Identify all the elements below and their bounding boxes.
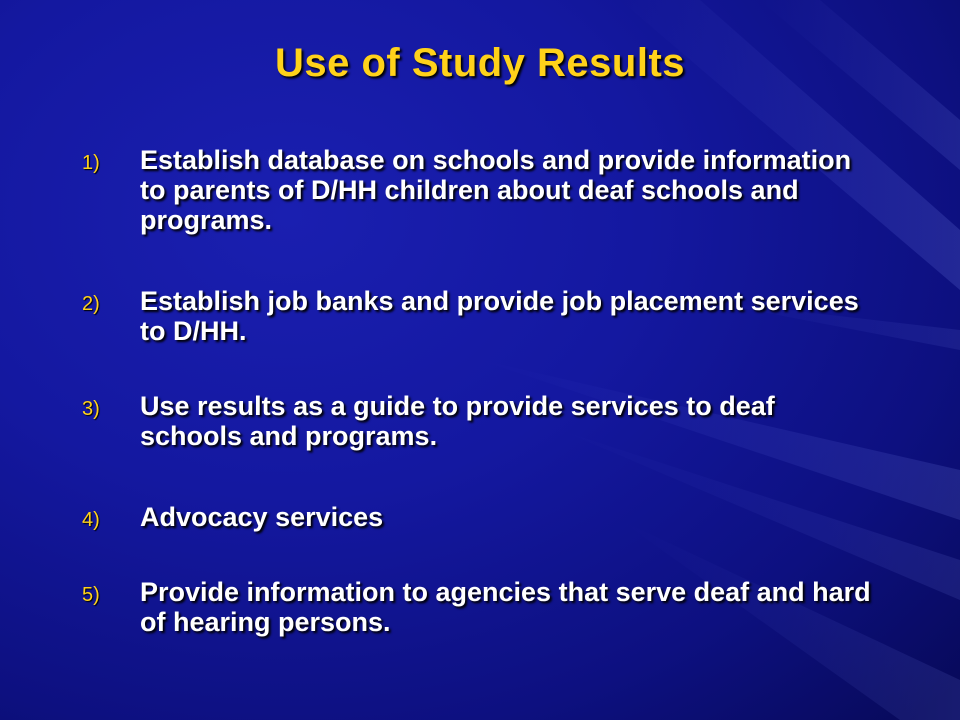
list-item-number: 2) — [82, 293, 100, 315]
list-item-number: 4) — [82, 509, 100, 531]
list-item-text: Provide information to agencies that serve deaf and hard of hearing persons. — [140, 577, 871, 637]
list-item — [82, 577, 882, 637]
list-item — [82, 391, 882, 451]
list-item-number: 1) — [82, 152, 100, 174]
results-list — [82, 145, 882, 675]
list-item — [82, 502, 882, 532]
list-item-text: Use results as a guide to provide services to deaf schools and programs. — [140, 391, 775, 451]
list-item-number: 5) — [82, 584, 100, 606]
list-item — [82, 286, 882, 346]
list-item — [82, 145, 882, 235]
list-item-text: Advocacy services — [140, 502, 384, 532]
list-item-text: Establish database on schools and provide information to parents of D/HH children about deaf schools and programs. — [140, 145, 852, 235]
list-item-number: 3) — [82, 398, 100, 420]
list-item-text: Establish job banks and provide job placement services to D/HH. — [140, 286, 859, 346]
slide-title: Use of Study Results — [274, 41, 686, 85]
